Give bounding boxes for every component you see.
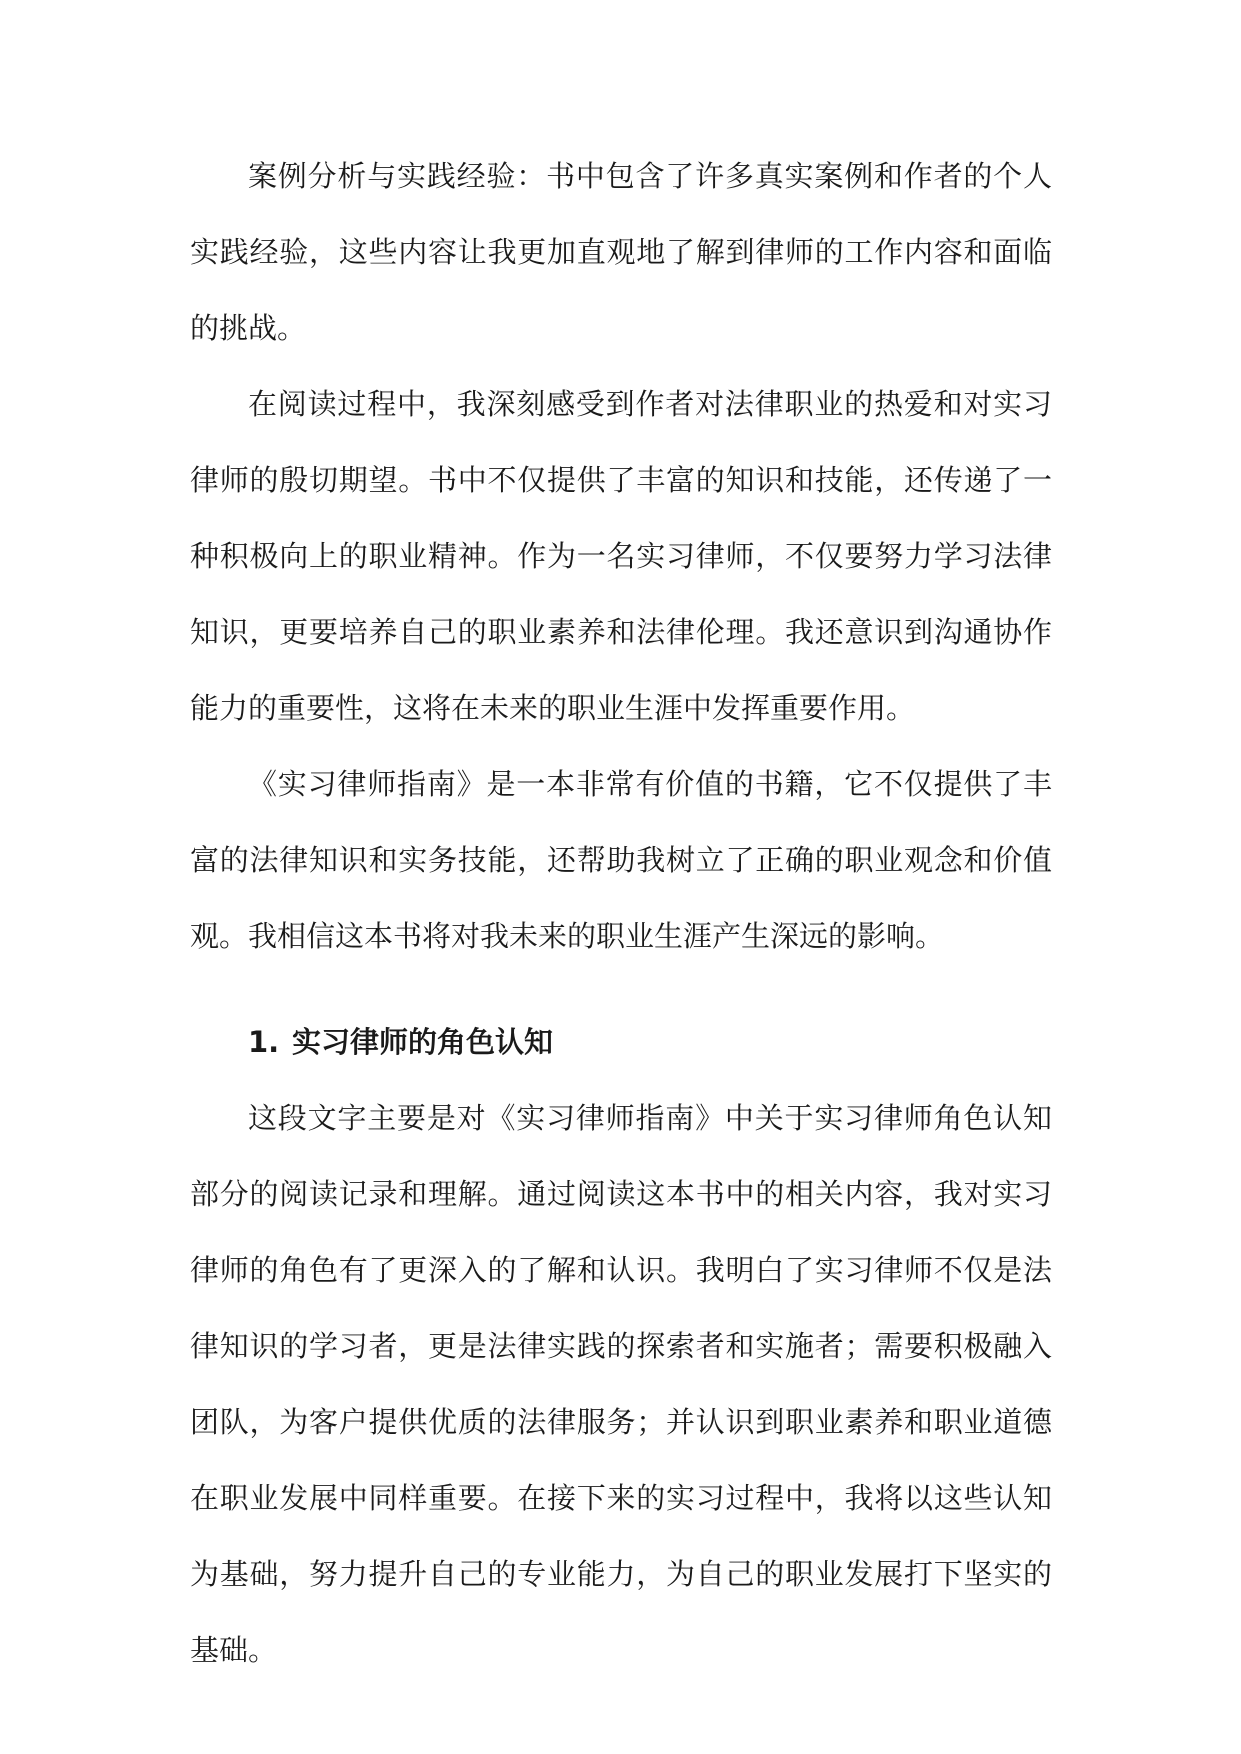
- paragraph-case-analysis: 案例分析与实践经验：书中包含了许多真实案例和作者的个人实践经验，这些内容让我更加直观地了解到律师的工作内容和面临的挑战。: [190, 159, 1052, 345]
- section-heading: [190, 1004, 1052, 1080]
- paragraph-book-value: 《实习律师指南》是一本非常有价值的书籍，它不仅提供了丰富的法律知识和实务技能，还帮助我树立了正确的职业观念和价值观。我相信这本书将对我未来的职业生涯产生深远的影响。: [190, 767, 1052, 953]
- section-number: 1.: [248, 1025, 280, 1059]
- paragraph-role-cognition: 这段文字主要是对《实习律师指南》中关于实习律师角色认知部分的阅读记录和理解。通过阅读这本书中的相关内容，我对实习律师的角色有了更深入的了解和认识。我明白了实习律师不仅是法律知识的学习者，更是法律实践的探索者和实施者；需要积极融入团队，为客户提供优质的法律服务；并认识到职业素养和职业道德在职业发展中同样重要。在接下来的实习过程中，我将以这些认知为基础，努力提升自己的专业能力，为自己的职业发展打下坚实的基础。: [190, 1101, 1052, 1667]
- document-page: [190, 138, 1052, 1688]
- section-title: 实习律师的角色认知: [292, 1025, 554, 1059]
- paragraph-reading-reflection: 在阅读过程中，我深刻感受到作者对法律职业的热爱和对实习律师的殷切期望。书中不仅提供了丰富的知识和技能，还传递了一种积极向上的职业精神。作为一名实习律师，不仅要努力学习法律知识，更要培养自己的职业素养和法律伦理。我还意识到沟通协作能力的重要性，这将在未来的职业生涯中发挥重要作用。: [190, 387, 1052, 725]
